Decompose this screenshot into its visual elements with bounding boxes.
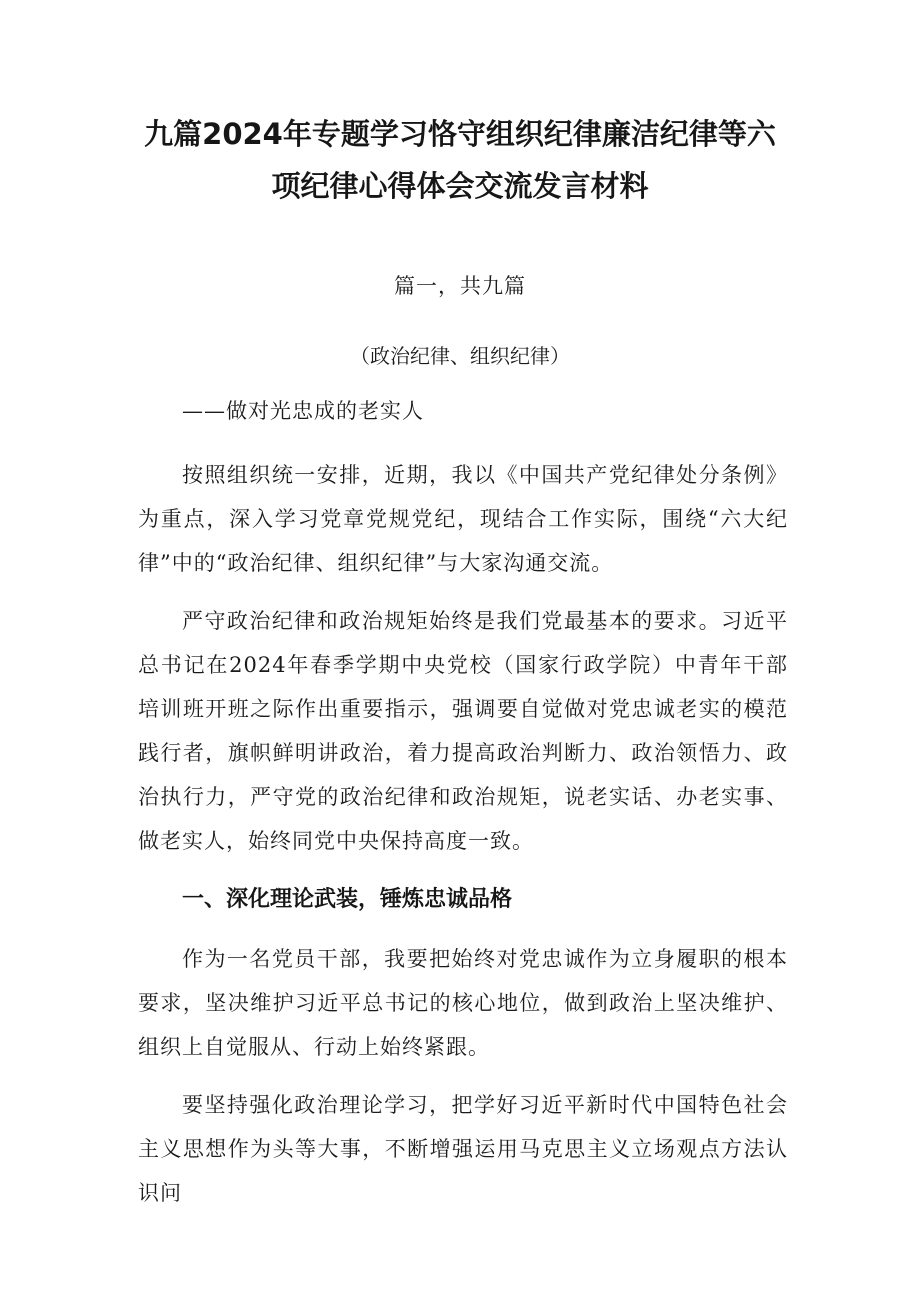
- title-line-2: 项纪律心得体会交流发言材料: [271, 169, 649, 203]
- title-line-1: 九篇2024年专题学习恪守组织纪律廉洁纪律等六: [144, 117, 776, 151]
- part-label: 篇一，共九篇: [394, 274, 526, 298]
- paragraph-3: 作为一名党员干部，我要把始终对党忠诚作为立身履职的根本要求，坚决维护习近平总书记的核心地位，做到政治上坚决维护、组织上自觉服从、行动上始终紧跟。: [138, 947, 788, 1059]
- paragraph-1: 按照组织统一安排，近期，我以《中国共产党纪律处分条例》为重点，深入学习党章党规党纪，现结合工作实际，围绕“六大纪律”中的“政治纪律、组织纪律”与大家沟通交流。: [138, 463, 788, 575]
- paragraph-4: 要坚持强化政治理论学习，把学好习近平新时代中国特色社会主义思想作为头等大事，不断增强运用马克思主义立场观点方法认识问: [138, 1093, 788, 1205]
- paragraph-2: 严守政治纪律和政治规矩始终是我们党最基本的要求。习近平总书记在2024年春季学期中央党校（国家行政学院）中青年干部培训班开班之际作出重要指示，强调要自觉做对党忠诚老实的模范践行者，旗帜鲜明讲政治，着力提高政治判断力、政治领悟力、政治执行力，严守党的政治纪律和政治规矩，说老实话、办老实事、做老实人，始终同党中央保持高度一致。: [138, 609, 788, 853]
- article-subtitle: ——做对光忠成的老实人: [182, 399, 424, 423]
- section-heading-1: 一、深化理论武装，锤炼忠诚品格: [182, 887, 513, 912]
- document-title: [140, 108, 780, 212]
- part-subtitle: （政治纪律、组织纪律）: [350, 344, 570, 368]
